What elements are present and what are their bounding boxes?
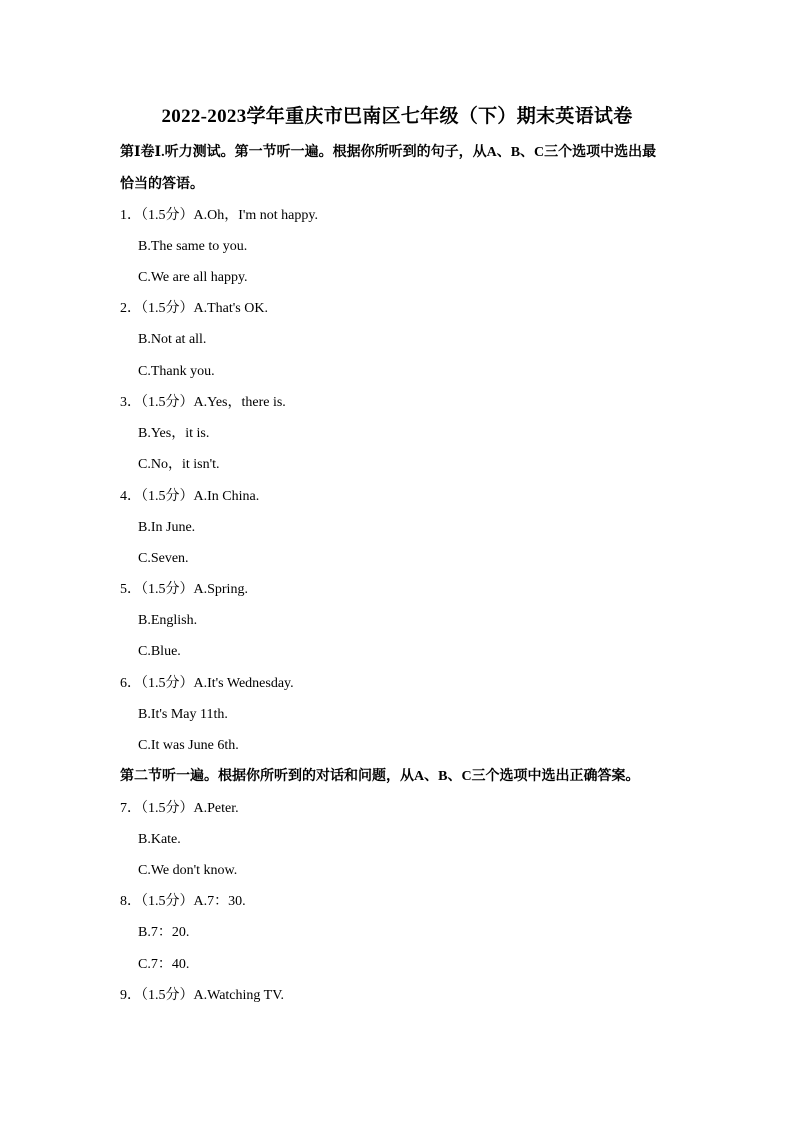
question-3-option-b: B.Yes，it is. (138, 426, 210, 441)
question-5-option-c: C.Blue. (138, 644, 181, 659)
question-2-stem: 2．（1.5分）A.That's OK. (120, 301, 268, 316)
question-8-stem: 8．（1.5分）A.7：30. (120, 894, 246, 909)
question-6-stem: 6．（1.5分）A.It's Wednesday. (120, 676, 294, 691)
question-4-option-c: C.Seven. (138, 551, 189, 566)
question-8-option-b: B.7：20. (138, 925, 190, 940)
question-6-option-c: C.It was June 6th. (138, 738, 239, 753)
question-4-stem: 4．（1.5分）A.In China. (120, 489, 260, 504)
question-5-option-b: B.English. (138, 613, 198, 628)
question-3-stem: 3．（1.5分）A.Yes，there is. (120, 395, 286, 410)
question-5-stem: 5．（1.5分）A.Spring. (120, 582, 248, 597)
question-8-option-c: C.7：40. (138, 957, 190, 972)
question-2-option-b: B.Not at all. (138, 332, 207, 347)
question-3-option-c: C.No，it isn't. (138, 457, 220, 472)
question-1-stem: 1．（1.5分）A.Oh，I'm not happy. (120, 208, 318, 223)
question-2-option-c: C.Thank you. (138, 364, 215, 379)
page-title: 2022-2023学年重庆市巴南区七年级（下）期末英语试卷 (161, 106, 633, 127)
question-7-option-b: B.Kate. (138, 832, 181, 847)
question-4-option-b: B.In June. (138, 520, 196, 535)
question-1-option-c: C.We are all happy. (138, 270, 248, 285)
question-1-option-b: B.The same to you. (138, 239, 248, 254)
question-7-stem: 7．（1.5分）A.Peter. (120, 801, 239, 816)
section-1-instructions-line-1: 第Ⅰ卷Ⅰ.听力测试。第一节听一遍。根据你所听到的句子，从A、B、C三个选项中选出最 (120, 145, 657, 160)
question-6-option-b: B.It's May 11th. (138, 707, 228, 722)
question-7-option-c: C.We don't know. (138, 863, 238, 878)
section-1-instructions-line-2: 恰当的答语。 (120, 177, 204, 192)
section-2-instructions: 第二节听一遍。根据你所听到的对话和问题，从A、B、C三个选项中选出正确答案。 (120, 769, 640, 784)
question-9-stem: 9．（1.5分）A.Watching TV. (120, 988, 285, 1003)
